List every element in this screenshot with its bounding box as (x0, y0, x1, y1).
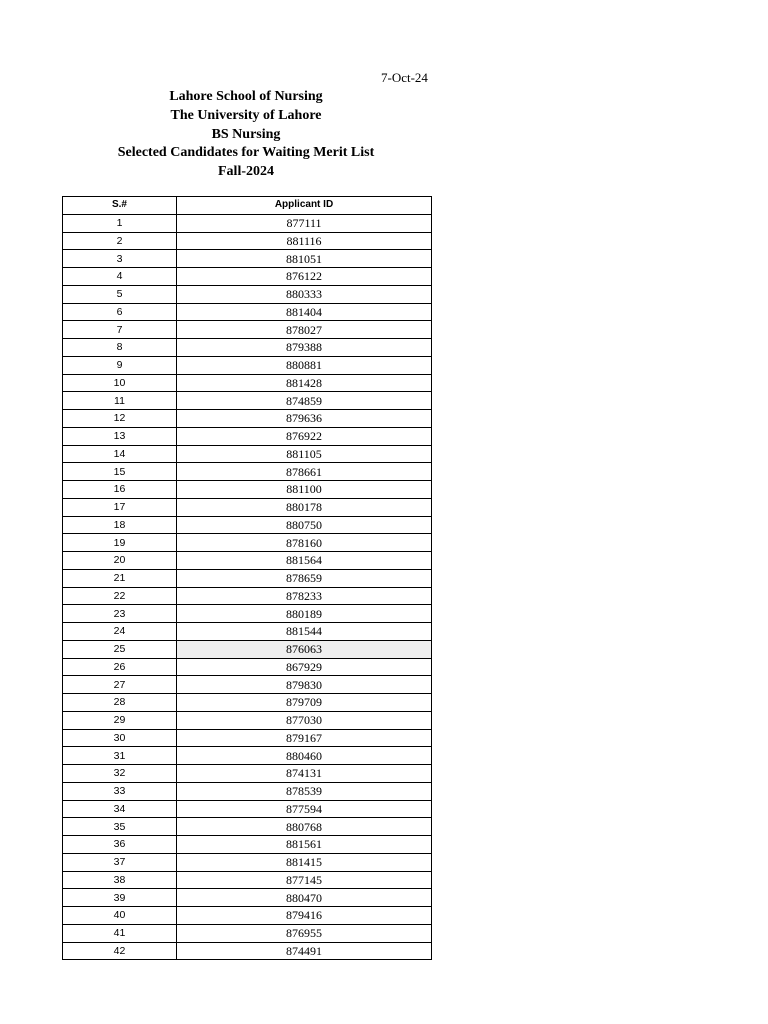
serial-number-cell: 3 (63, 250, 177, 268)
serial-number-cell: 36 (63, 836, 177, 854)
table-row (63, 232, 432, 250)
table-row (63, 836, 432, 854)
applicant-id-cell: 880333 (177, 285, 432, 303)
heading-school: Lahore School of Nursing (169, 89, 323, 104)
applicant-id-cell: 874859 (177, 392, 432, 410)
serial-number-cell: 42 (63, 942, 177, 960)
table-row (63, 268, 432, 286)
table-row (63, 676, 432, 694)
serial-number-cell: 38 (63, 871, 177, 889)
applicant-id-cell: 876063 (177, 640, 432, 658)
applicant-id-cell: 876922 (177, 427, 432, 445)
table-row (63, 587, 432, 605)
column-header-applicant-id: Applicant ID (177, 197, 432, 215)
applicant-id-cell: 879830 (177, 676, 432, 694)
serial-number-cell: 41 (63, 924, 177, 942)
table-row (63, 498, 432, 516)
serial-number-cell: 20 (63, 552, 177, 570)
applicant-id-cell: 881428 (177, 374, 432, 392)
serial-number-cell: 32 (63, 765, 177, 783)
table-row (63, 427, 432, 445)
table-row (63, 392, 432, 410)
serial-number-cell: 28 (63, 694, 177, 712)
serial-number-cell: 2 (63, 232, 177, 250)
applicant-id-cell: 880460 (177, 747, 432, 765)
table-header-row (63, 197, 432, 215)
applicant-id-cell: 877594 (177, 800, 432, 818)
serial-number-cell: 5 (63, 285, 177, 303)
table-row (63, 552, 432, 570)
column-header-serial: S.# (63, 197, 177, 215)
heading-session: Fall-2024 (218, 164, 274, 180)
document-heading (0, 88, 492, 182)
applicant-id-cell: 880189 (177, 605, 432, 623)
serial-number-cell: 9 (63, 356, 177, 374)
applicant-id-cell: 867929 (177, 658, 432, 676)
serial-number-cell: 30 (63, 729, 177, 747)
serial-number-cell: 11 (63, 392, 177, 410)
table-row (63, 321, 432, 339)
applicant-id-cell: 877145 (177, 871, 432, 889)
table-row (63, 729, 432, 747)
applicant-id-cell: 878661 (177, 463, 432, 481)
applicant-id-cell: 881105 (177, 445, 432, 463)
applicant-id-cell: 877111 (177, 214, 432, 232)
table-row (63, 250, 432, 268)
serial-number-cell: 40 (63, 907, 177, 925)
heading-program: BS Nursing (211, 126, 281, 142)
applicant-id-cell: 880178 (177, 498, 432, 516)
applicant-id-cell: 879709 (177, 694, 432, 712)
applicant-id-cell: 881564 (177, 552, 432, 570)
table-row (63, 605, 432, 623)
table-row (63, 907, 432, 925)
applicant-id-cell: 880768 (177, 818, 432, 836)
serial-number-cell: 27 (63, 676, 177, 694)
applicant-id-cell: 879388 (177, 339, 432, 357)
serial-number-cell: 23 (63, 605, 177, 623)
applicant-id-cell: 879167 (177, 729, 432, 747)
table-row (63, 214, 432, 232)
serial-number-cell: 34 (63, 800, 177, 818)
applicant-id-cell: 881100 (177, 481, 432, 499)
table-row (63, 445, 432, 463)
serial-number-cell: 7 (63, 321, 177, 339)
table-row (63, 339, 432, 357)
serial-number-cell: 21 (63, 569, 177, 587)
serial-number-cell: 6 (63, 303, 177, 321)
table-row (63, 640, 432, 658)
table-row (63, 747, 432, 765)
serial-number-cell: 14 (63, 445, 177, 463)
table-row (63, 889, 432, 907)
serial-number-cell: 12 (63, 410, 177, 428)
serial-number-cell: 19 (63, 534, 177, 552)
table-row (63, 765, 432, 783)
applicant-id-cell: 878027 (177, 321, 432, 339)
applicant-id-cell: 876122 (177, 268, 432, 286)
serial-number-cell: 8 (63, 339, 177, 357)
serial-number-cell: 24 (63, 623, 177, 641)
serial-number-cell: 18 (63, 516, 177, 534)
table-row (63, 516, 432, 534)
table-row (63, 818, 432, 836)
table-row (63, 463, 432, 481)
applicant-id-cell: 879416 (177, 907, 432, 925)
table-row (63, 481, 432, 499)
serial-number-cell: 10 (63, 374, 177, 392)
applicant-id-cell: 879636 (177, 410, 432, 428)
applicant-id-cell: 881404 (177, 303, 432, 321)
applicant-id-cell: 881415 (177, 853, 432, 871)
serial-number-cell: 25 (63, 640, 177, 658)
document-date: 7-Oct-24 (381, 70, 428, 85)
serial-number-cell: 37 (63, 853, 177, 871)
applicant-id-cell: 881561 (177, 836, 432, 854)
table-row (63, 853, 432, 871)
table-row (63, 658, 432, 676)
table-row (63, 410, 432, 428)
serial-number-cell: 16 (63, 481, 177, 499)
table-row (63, 356, 432, 374)
applicant-id-cell: 877030 (177, 711, 432, 729)
table-row (63, 871, 432, 889)
heading-university: The University of Lahore (170, 107, 322, 123)
applicant-id-cell: 876955 (177, 924, 432, 942)
applicant-id-cell: 881051 (177, 250, 432, 268)
serial-number-cell: 1 (63, 214, 177, 232)
applicant-id-cell: 878233 (177, 587, 432, 605)
applicant-id-cell: 874491 (177, 942, 432, 960)
serial-number-cell: 13 (63, 427, 177, 445)
applicant-id-cell: 880750 (177, 516, 432, 534)
serial-number-cell: 17 (63, 498, 177, 516)
table-row (63, 694, 432, 712)
applicant-id-cell: 880881 (177, 356, 432, 374)
table-row (63, 942, 432, 960)
table-row (63, 285, 432, 303)
applicant-id-cell: 878539 (177, 782, 432, 800)
serial-number-cell: 4 (63, 268, 177, 286)
table-row (63, 711, 432, 729)
serial-number-cell: 35 (63, 818, 177, 836)
applicant-id-cell: 881116 (177, 232, 432, 250)
table-row (63, 569, 432, 587)
table-row (63, 800, 432, 818)
serial-number-cell: 39 (63, 889, 177, 907)
table-row (63, 924, 432, 942)
applicant-id-cell: 881544 (177, 623, 432, 641)
serial-number-cell: 15 (63, 463, 177, 481)
table-row (63, 374, 432, 392)
applicant-id-cell: 874131 (177, 765, 432, 783)
serial-number-cell: 22 (63, 587, 177, 605)
applicant-id-cell: 878160 (177, 534, 432, 552)
table-row (63, 534, 432, 552)
table-row (63, 303, 432, 321)
table-row (63, 782, 432, 800)
serial-number-cell: 29 (63, 711, 177, 729)
serial-number-cell: 33 (63, 782, 177, 800)
serial-number-cell: 31 (63, 747, 177, 765)
applicant-id-cell: 880470 (177, 889, 432, 907)
applicant-id-cell: 878659 (177, 569, 432, 587)
merit-list-table (62, 196, 432, 960)
table-row (63, 623, 432, 641)
table-body (63, 214, 432, 960)
heading-list-title: Selected Candidates for Waiting Merit List (117, 145, 375, 161)
serial-number-cell: 26 (63, 658, 177, 676)
